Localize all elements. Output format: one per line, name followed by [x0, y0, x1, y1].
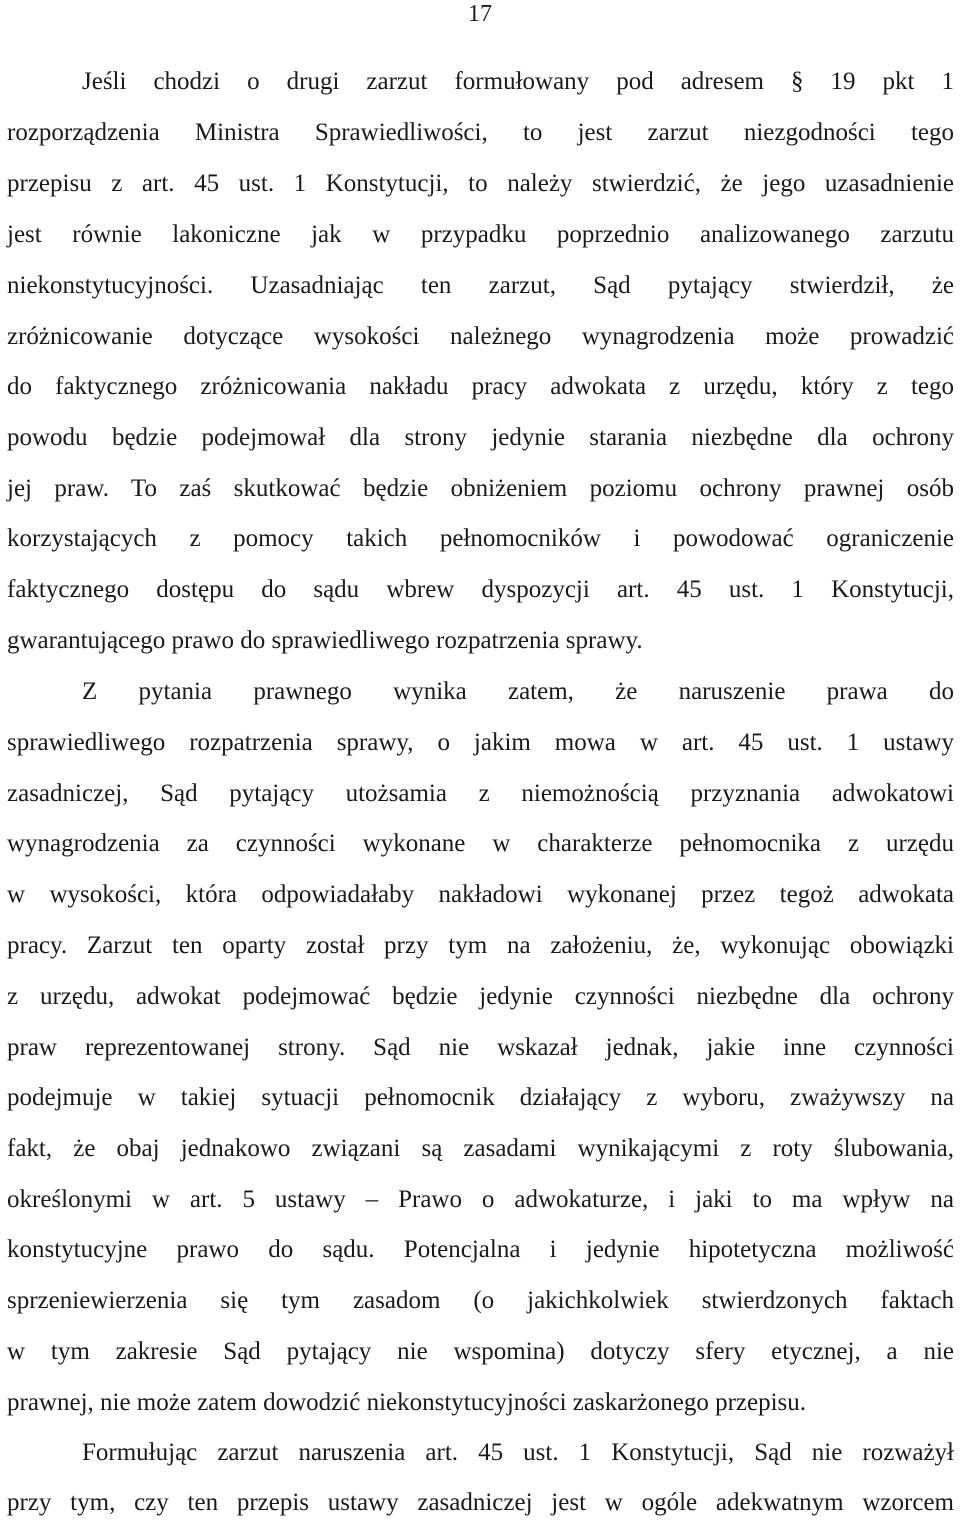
- text-line: niekonstytucyjności. Uzasadniając ten zarzut, Sąd pytający stwierdził, że: [7, 272, 954, 299]
- text-line: w tym zakresie Sąd pytający nie wspomina) dotyczy sfery etycznej, a nie: [7, 1338, 954, 1365]
- text-line: prawnej, nie może zatem dowodzić niekonstytucyjności zaskarżonego przepisu.: [7, 1389, 807, 1416]
- text-line: Jeśli chodzi o drugi zarzut formułowany pod adresem § 19 pkt 1: [82, 68, 954, 95]
- text-line: przepisu z art. 45 ust. 1 Konstytucji, to należy stwierdzić, że jego uzasadnienie: [7, 170, 954, 197]
- text-line: sprawiedliwego rozpatrzenia sprawy, o jakim mowa w art. 45 ust. 1 ustawy: [7, 729, 954, 756]
- text-line: wynagrodzenia za czynności wykonane w charakterze pełnomocnika z urzędu: [7, 830, 954, 857]
- text-line: faktycznego dostępu do sądu wbrew dyspozycji art. 45 ust. 1 Konstytucji,: [7, 576, 954, 603]
- text-line: jej praw. To zaś skutkować będzie obniżeniem poziomu ochrony prawnej osób: [7, 475, 954, 502]
- text-line: jest równie lakoniczne jak w przypadku poprzednio analizowanego zarzutu: [7, 221, 954, 248]
- text-line: podejmuje w takiej sytuacji pełnomocnik działający z wyboru, zważywszy na: [7, 1084, 954, 1111]
- text-line: zróżnicowanie dotyczące wysokości należnego wynagrodzenia może prowadzić: [7, 323, 954, 350]
- text-line: rozporządzenia Ministra Sprawiedliwości, to jest zarzut niezgodności tego: [7, 119, 954, 146]
- text-line: przy tym, czy ten przepis ustawy zasadniczej jest w ogóle adekwatnym wzorcem: [7, 1489, 954, 1516]
- text-line: określonymi w art. 5 ustawy – Prawo o adwokaturze, i jaki to ma wpływ na: [7, 1186, 954, 1213]
- text-line: sprzeniewierzenia się tym zasadom (o jakichkolwiek stwierdzonych faktach: [7, 1287, 954, 1314]
- text-line: korzystających z pomocy takich pełnomocników i powodować ograniczenie: [7, 525, 954, 552]
- text-line: Formułując zarzut naruszenia art. 45 ust. 1 Konstytucji, Sąd nie rozważył: [82, 1439, 954, 1466]
- text-line: gwarantującego prawo do sprawiedliwego rozpatrzenia sprawy.: [7, 627, 643, 654]
- text-line: w wysokości, która odpowiadałaby nakładowi wykonanej przez tegoż adwokata: [7, 881, 954, 908]
- text-line: Z pytania prawnego wynika zatem, że naruszenie prawa do: [82, 678, 954, 705]
- page-number: 17: [468, 1, 492, 27]
- text-line: konstytucyjne prawo do sądu. Potencjalna i jedynie hipotetyczna możliwość: [7, 1236, 954, 1263]
- text-line: zasadniczej, Sąd pytający utożsamia z niemożnością przyznania adwokatowi: [7, 780, 954, 807]
- text-line: do faktycznego zróżnicowania nakładu pracy adwokata z urzędu, który z tego: [7, 373, 954, 400]
- text-line: z urzędu, adwokat podejmować będzie jedynie czynności niezbędne dla ochrony: [7, 983, 954, 1010]
- text-line: fakt, że obaj jednakowo związani są zasadami wynikającymi z roty ślubowania,: [7, 1135, 954, 1162]
- text-line: praw reprezentowanej strony. Sąd nie wskazał jednak, jakie inne czynności: [7, 1034, 954, 1061]
- text-line: powodu będzie podejmował dla strony jedynie starania niezbędne dla ochrony: [7, 424, 954, 451]
- text-line: pracy. Zarzut ten oparty został przy tym na założeniu, że, wykonując obowiązki: [7, 932, 954, 959]
